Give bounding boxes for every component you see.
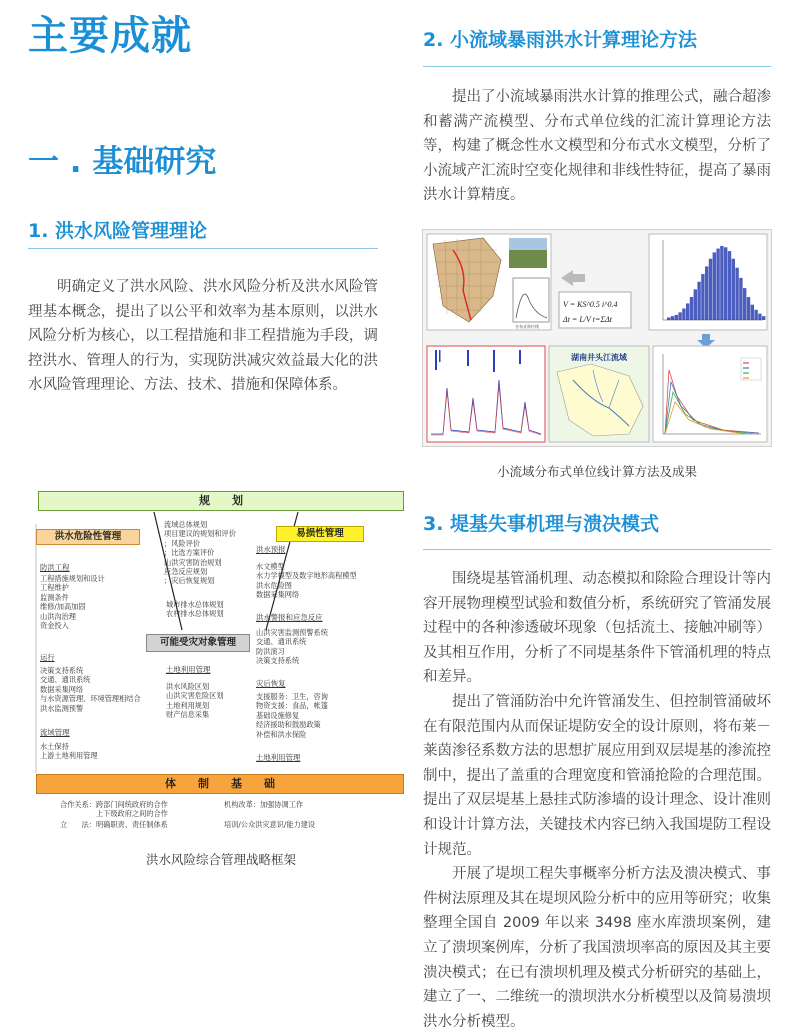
divider [423, 549, 771, 550]
center-group-title: 土地利用管理 [166, 665, 211, 674]
right-group3-list: 支援服务：卫生，咨询 物资支援：食品，帐篷 基础设施修复 经济援助和鼓励政策 补偿和洪水保险 [256, 692, 328, 739]
histogram-bar [686, 303, 689, 320]
right-group3-title: 灾后恢复 [256, 679, 286, 688]
histogram-bar [739, 278, 742, 320]
left-group3-list: 水土保持 上游土地利用管理 [40, 742, 98, 761]
funnel-plan-list-2: 城市排水总体规划 农村排水总体规划 [166, 600, 224, 619]
histogram-bar [758, 314, 761, 320]
page-title: 主要成就 [28, 13, 192, 59]
histogram-bar [728, 251, 731, 320]
formula-velocity: V = KS^0.5 i^0.4 [563, 300, 618, 309]
bottom-right-training: 培训/公众洪灾意识/能力建设 [224, 820, 316, 829]
paragraph-text-1: 围绕堤基管涌机理、动态模拟和除险合理设计等内容开展物理模型试验和数值分析，系统研究了管涌发展过程中的各种渗透破坏现象（包括流土、接触冲刷等）及其相互作用，分析了不同堤基条件下管涌机理的特点和差异。 [423, 571, 771, 686]
figure-caption-small-basin: 小流域分布式单位线计算方法及成果 [496, 464, 697, 479]
histogram-bar [667, 317, 670, 320]
heading-small-basin-method: 2. 小流域暴雨洪水计算理论方法 [423, 29, 698, 51]
vulnerability-management-label: 易损性管理 [296, 528, 344, 539]
histogram-bar [735, 268, 738, 320]
histogram-bar [747, 297, 750, 320]
histogram-bar [732, 259, 735, 320]
right-group1-list: 水文模型 水力学模型及数字地形高程模型 洪水危险图 数据采集网络 [256, 562, 357, 600]
flood-risk-framework-diagram [34, 488, 408, 828]
histogram-bar [724, 247, 727, 320]
histogram-bar [690, 297, 693, 320]
curve-legend [741, 358, 761, 380]
small-label: 分布式单位线 [515, 324, 539, 329]
results-figure-graphic [423, 230, 771, 446]
exposure-management-box [146, 634, 250, 652]
paragraph-flood-risk [28, 275, 378, 398]
right-group2-list: 山洪灾害监测预警系统 交通、通讯系统 防洪演习 决策支持系统 [256, 628, 328, 666]
histogram-bar [716, 249, 719, 320]
arrow-right-icon [561, 270, 585, 286]
figure-caption-framework: 洪水风险综合管理战略框架 [145, 852, 296, 867]
formula-time: Δt = L/V t=ΣΔt [563, 315, 613, 324]
map-label: 湖南井头江流域 [571, 353, 627, 362]
histogram-bar [694, 289, 697, 320]
rain-runoff-panel [427, 346, 545, 442]
figure-distributed-unit-hydrograph [422, 229, 772, 447]
left-group3-title: 流域管理 [40, 728, 70, 737]
bottom-left-cooperation: 合作关系：跨部门间统政府的合作 上下级政府之间的合作 [60, 800, 168, 819]
histogram-bar [697, 282, 700, 320]
histogram-bar [671, 316, 674, 320]
left-group1-list: 工程措施规划和设计 工程维护 监测条件 维修/加高加固 山洪沟治理 资金投入 [40, 574, 105, 631]
bottom-right-reform: 机构改革：加强协调工作 [224, 800, 304, 809]
left-group2-list: 决策支持系统 交通、通讯系统 数据采集网络 与水资源管理、环境管理相结合 洪水监测预警 [40, 666, 141, 713]
planning-label: 规 划 [199, 494, 243, 507]
institution-label: 体 制 基 础 [165, 777, 275, 790]
paragraph-text: 明确定义了洪水风险、洪水风险分析及洪水风险管理基本概念，提出了以公平和效率为基本原则，以洪水风险分析为核心，以工程措施和非工程措施为手段，调控洪水、管理人的行为，实现防洪减灾效益最大化的洪水风险管理理论、方法、技术、措施和保障体系。 [28, 279, 378, 394]
paragraph-levee-failure [423, 567, 771, 1034]
right-group2-title: 洪水警报和应急反应 [256, 613, 323, 622]
unit-hydrograph-thumb [513, 278, 549, 322]
right-group4-title: 土地利用管理 [256, 753, 301, 762]
funnel-plan-list: 流域总体规划 项目建议的规划和评价 ；风险评价 ；比选方案评价 山洪灾害防治规划 应急反应规划 ；灾后恢复规划 [164, 520, 236, 586]
left-group2-title: 运行 [40, 653, 55, 662]
histogram-bar [701, 274, 704, 320]
paragraph-small-basin [423, 85, 771, 208]
exposure-management-label: 可能受灾对象管理 [159, 637, 236, 648]
divider [28, 248, 378, 249]
bottom-left-legislation: 立 法：明确职责、责任制体系 [60, 820, 168, 829]
vulnerability-management-box [276, 526, 364, 542]
histogram-bar [762, 316, 765, 320]
paragraph-text-3: 开展了堤坝工程失事概率分析方法及溃决模式、事件树法原理及其在堤坝风险分析中的应用等研究；收集整理全国自 2009 年以来 3498 座水库溃坝案例，建立了溃坝案例库，分析了我国溃坝率高的原因及其主要溃决模式；在已有溃坝机理及模式分析研究的基础上，建立了一、二维统一的溃坝洪水分析模型以及简易溃坝洪水分析模型。 [423, 866, 771, 1030]
histogram-bar [751, 305, 754, 320]
histogram-bar [709, 259, 712, 320]
heading-levee-failure: 3. 堤基失事机理与溃决模式 [423, 513, 660, 535]
institution-bar [36, 774, 404, 794]
histogram-bar [675, 315, 678, 320]
left-group1-title: 防洪工程 [40, 563, 70, 572]
histogram-bar [720, 246, 723, 320]
histogram-bar [705, 266, 708, 320]
center-group-list: 洪水风险区划 山洪灾害危险区划 土地利用规划 财产信息采集 [166, 682, 224, 720]
histogram-bar [743, 288, 746, 320]
heading-flood-risk-theory: 1. 洪水风险管理理论 [28, 220, 208, 242]
histogram-bar [678, 312, 681, 320]
paragraph-text-2: 提出了管涌防治中允许管涌发生、但控制管涌破坏在有限范围内从而保证堤防安全的设计原则，将布莱－莱茵渗径系数方法的思想扩展应用到双层堤基的渗流控制中，提出了盖重的合理宽度和管涌抢险的合理范围。提出了双层堤基上悬挂式防渗墙的设计理念、设计准则和设计计算方法，关键技术内容已纳入我国堤防工程设计规范。 [423, 693, 771, 858]
histogram-bar [754, 310, 757, 320]
divider [423, 66, 771, 67]
section-heading-basic-research: 一 . 基础研究 [28, 144, 217, 180]
paragraph-text: 提出了小流域暴雨洪水计算的推理公式，融合超渗和蓄满产流模型、分布式单位线的汇流计算理论方法等，构建了概念性水文模型和分布式水文模型，分析了小流域产汇流时空变化规律和非线性特征，提高了暴雨洪水计算精度。 [423, 89, 771, 204]
hazard-management-label: 洪水危险性管理 [54, 531, 122, 542]
histogram-bar [682, 309, 685, 320]
right-group1-title: 洪水预报 [256, 545, 286, 554]
hazard-management-box [36, 529, 140, 545]
histogram-bar [713, 252, 716, 320]
